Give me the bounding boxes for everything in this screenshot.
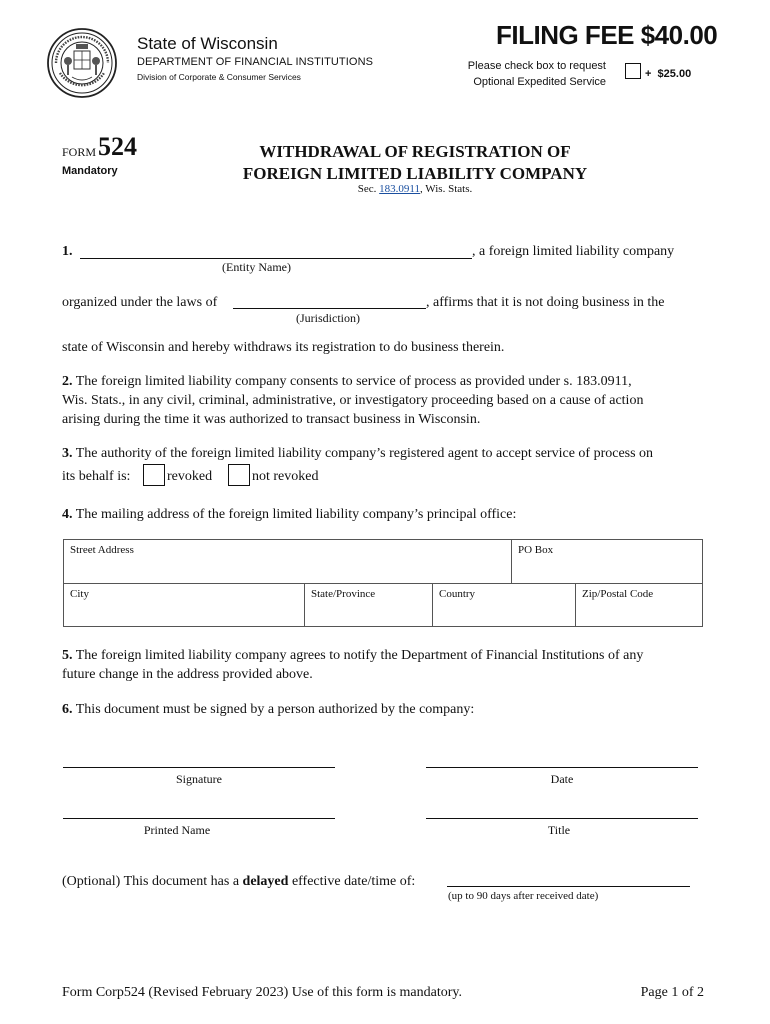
optional-bold: delayed	[242, 874, 289, 889]
section-6-number: 6.	[62, 702, 73, 717]
organized-prefix-text: organized under the laws of	[62, 295, 218, 310]
organized-suffix-text: , affirms that it is not doing business in the	[426, 295, 665, 310]
section-5-line-2: future change in the address provided above.	[62, 667, 313, 682]
optional-suffix: effective date/time of:	[291, 874, 416, 889]
section-5-line-1-text: The foreign limited liability company agrees to notify the Department of Financial Institutions of any	[75, 648, 644, 663]
signature-field[interactable]	[63, 767, 335, 768]
entity-name-field[interactable]	[80, 258, 472, 259]
section-1-closing: state of Wisconsin and hereby withdraws its registration to do business therein.	[62, 340, 505, 355]
expedite-fee: + $25.00	[645, 68, 692, 80]
country-field[interactable]	[432, 583, 576, 627]
state-seal-logo	[46, 27, 118, 99]
printed-name-field[interactable]	[63, 818, 335, 819]
footer-form-info: Form Corp524 (Revised February 2023) Use of this form is mandatory.	[62, 985, 462, 1000]
expedite-line-1: Please check box to request	[467, 60, 606, 72]
revoked-label: revoked	[167, 469, 213, 484]
title-line-2: FOREIGN LIMITED LIABILITY COMPANY	[242, 164, 588, 183]
not-revoked-label: not revoked	[252, 469, 319, 484]
section-4-number: 4.	[62, 507, 73, 522]
statute-prefix: Sec.	[357, 183, 380, 195]
section-1-number: 1.	[62, 244, 73, 259]
section-2-line-2: Wis. Stats., in any civil, criminal, administrative, or investigatory proceeding based on a cause of action	[62, 393, 644, 408]
printed-name-caption: Printed Name	[143, 823, 211, 837]
filing-fee: FILING FEE $40.00	[496, 20, 718, 50]
section-3-prefix: its behalf is:	[62, 469, 131, 484]
city-label: City	[70, 588, 89, 600]
delayed-date-field[interactable]	[447, 886, 690, 887]
optional-delayed-text	[62, 872, 415, 891]
statute-reference	[190, 183, 640, 195]
street-address-field[interactable]	[63, 539, 512, 584]
section-2-line-1	[62, 372, 722, 391]
state-province-label: State/Province	[311, 588, 376, 600]
section-5-number: 5.	[62, 648, 73, 663]
section-3-line-1-text: The authority of the foreign limited liability company’s registered agent to accept service of process on	[75, 446, 654, 461]
section-2-line-1-text: The foreign limited liability company consents to service of process as provided under s. 183.0911,	[75, 374, 632, 389]
department-name: DEPARTMENT OF FINANCIAL INSTITUTIONS	[137, 56, 374, 68]
expedite-line-2: Optional Expedited Service	[473, 76, 606, 88]
revoked-checkbox[interactable]	[143, 464, 165, 486]
section-2-line-3: arising during the time it was authorized to transact business in Wisconsin.	[62, 412, 481, 427]
signature-caption: Signature	[176, 772, 222, 786]
jurisdiction-field[interactable]	[233, 308, 426, 309]
date-field[interactable]	[426, 767, 698, 768]
title-field[interactable]	[426, 818, 698, 819]
statute-link[interactable]: 183.0911	[379, 183, 420, 195]
street-address-label: Street Address	[70, 544, 134, 556]
form-number: 524	[98, 132, 137, 161]
state-province-field[interactable]	[304, 583, 433, 627]
section-5-line-1	[62, 646, 732, 665]
zip-postal-field[interactable]	[575, 583, 703, 627]
section-2-number: 2.	[62, 374, 73, 389]
po-box-label: PO Box	[518, 544, 554, 556]
optional-prefix: (Optional) This document has a	[62, 874, 240, 889]
title-line-1: WITHDRAWAL OF REGISTRATION OF	[259, 142, 571, 161]
page-number: Page 1 of 2	[640, 985, 704, 1000]
delayed-date-caption: (up to 90 days after received date)	[448, 890, 599, 902]
division-name: Division of Corporate & Consumer Services	[137, 72, 301, 82]
title-caption: Title	[547, 823, 571, 837]
po-box-field[interactable]	[511, 539, 703, 584]
country-label: Country	[439, 588, 476, 600]
statute-suffix: , Wis. Stats.	[420, 183, 473, 195]
city-field[interactable]	[63, 583, 305, 627]
section-3-number: 3.	[62, 446, 73, 461]
expedite-instructions	[436, 58, 606, 90]
section-6-line: This document must be signed by a person authorized by the company:	[75, 702, 475, 717]
not-revoked-checkbox[interactable]	[228, 464, 250, 486]
date-caption: Date	[550, 772, 574, 786]
mandatory-label: Mandatory	[62, 165, 118, 177]
entity-name-caption: (Entity Name)	[222, 260, 291, 274]
section-5-text	[62, 646, 732, 684]
entity-suffix-text: , a foreign limited liability company	[472, 244, 675, 259]
section-4-text	[62, 505, 516, 524]
jurisdiction-caption: (Jurisdiction)	[296, 311, 360, 325]
section-6-text	[62, 700, 474, 719]
zip-postal-label: Zip/Postal Code	[582, 588, 654, 600]
form-title	[190, 141, 640, 185]
section-3-line-1	[62, 444, 732, 463]
section-2-text	[62, 372, 722, 429]
expedite-checkbox[interactable]	[625, 63, 641, 79]
section-4-line: The mailing address of the foreign limited liability company’s principal office:	[75, 507, 517, 522]
form-label: FORM	[62, 145, 97, 159]
state-name: State of Wisconsin	[137, 34, 278, 53]
